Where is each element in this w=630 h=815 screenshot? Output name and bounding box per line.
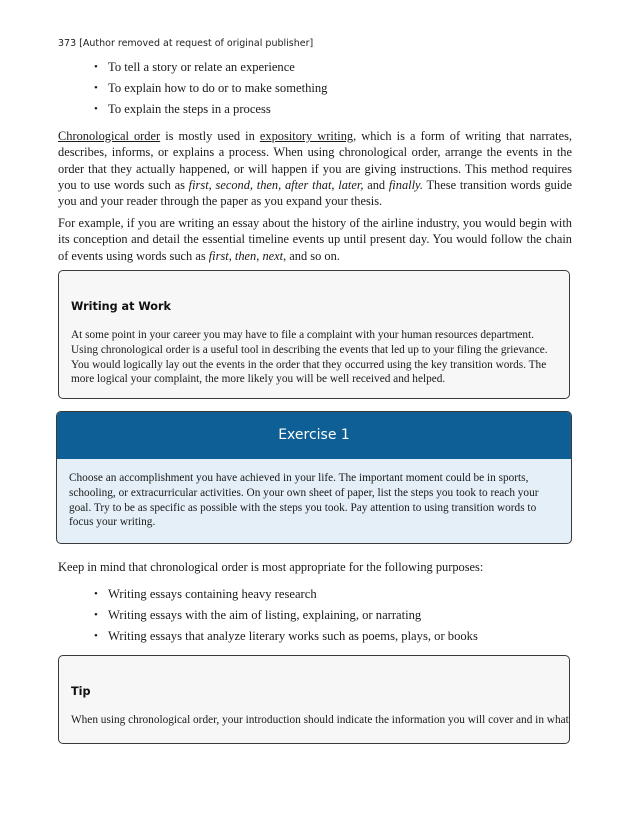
- tip-box: [58, 655, 570, 744]
- term-expository-writing[interactable]: expository writing: [259, 129, 354, 143]
- tip-body: When using chronological order, your introduction should indicate the information you will cover and in what: [71, 714, 569, 726]
- purposes-intro: Keep in mind that chronological order is most appropriate for the following purposes:: [58, 560, 484, 574]
- list-item: • To explain the steps in a process: [94, 100, 327, 121]
- writing-at-work-body: At some point in your career you may have to file a complaint with your human resources department. Using chronological order is a useful tool in describing the events that led up to your filing the grievance. You would logically lay out the events in the order that they occurred using the key transition words. The more logical your complaint, the more likely you will be well received and helped.: [71, 329, 548, 386]
- example-paragraph: For example, if you are writing an essay about the history of the airline industry, you would begin with its conception and detail the essential timeline events up until present day. You would follow the chain of events using words such as first, then, next, and so on.: [58, 216, 572, 263]
- exercise-body: Choose an accomplishment you have achieved in your life. The important moment could be in sports, schooling, or extracurricular activities. On your own sheet of paper, list the steps you took to reach your goal. Try to be as specific as possible with the steps you took. Pay attention to using transition words to focus your writing.: [69, 472, 539, 529]
- running-header: [58, 38, 313, 49]
- list-item: • Writing essays containing heavy research: [94, 585, 478, 606]
- list-item: • Writing essays with the aim of listing, explaining, or narrating: [94, 606, 478, 627]
- exercise-box: [56, 411, 572, 544]
- list-item: • To explain how to do or to make something: [94, 79, 327, 100]
- running-head-text: [Author removed at request of original publisher]: [79, 38, 314, 49]
- page-number: 373: [58, 38, 77, 49]
- purposes-list: [94, 585, 478, 648]
- list-item: • Writing essays that analyze literary works such as poems, plays, or books: [94, 627, 478, 648]
- writing-at-work-title: Writing at Work: [71, 300, 171, 313]
- list-item: • To tell a story or relate an experience: [94, 58, 327, 79]
- chronological-order-paragraph: Chronological order is mostly used in expository writing, which is a form of writing that narrates, describes, informs, or explains a process. When using chronological order, arrange the events in the order that they actually happened, or will happen if you are giving instructions. This method requires you to use words such as first, second, then, after that, later, and finally. These transition words guide you and your reader through the paper as you expand your thesis.: [58, 129, 572, 209]
- term-chronological-order[interactable]: Chronological order: [58, 129, 161, 143]
- exercise-title: Exercise 1: [57, 412, 571, 459]
- top-bullet-list: [94, 58, 327, 121]
- writing-at-work-box: [58, 270, 570, 399]
- tip-title: Tip: [71, 685, 91, 698]
